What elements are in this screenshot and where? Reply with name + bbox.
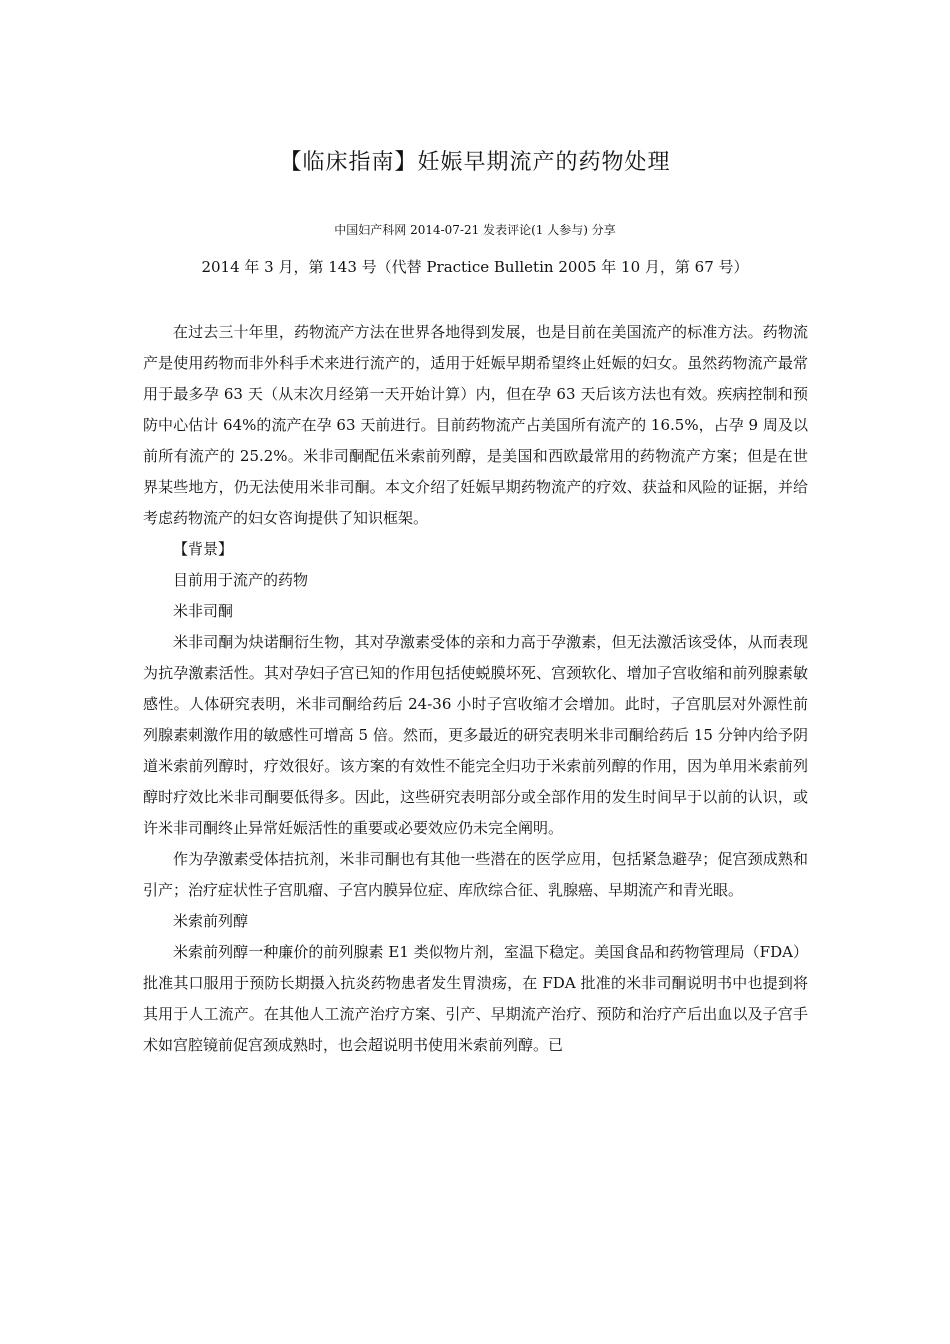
- heading-background: 【背景】: [173, 540, 234, 558]
- paragraph-mifepristone-1: 米非司酮为炔诺酮衍生物，其对孕激素受体的亲和力高于孕激素，但无法激活该受体，从而表现为抗孕激素活性。其对孕妇子宫已知的作用包括使蜕膜坏死、宫颈软化、增加子宫收缩和前列腺素敏感性。人体研究表明，米非司酮给药后 24-36 小时子宫收缩才会增加。此时，子宫肌层对外源性前列腺素刺激作用的敏感性可增高 5 倍。然而，更多最近的研究表明米非司酮给药后 15 分钟内给予阴道米索前列醇时，疗效很好。该方案的有效性不能完全归功于米索前列醇的作用，因为单用米索前列醇时疗效比米非司酮要低得多。因此，这些研究表明部分或全部作用的发生时间早于以前的认识，或许米非司酮终止异常妊娠活性的重要或必要效应仍未完全阐明。: [143, 633, 808, 837]
- paragraph-mifepristone-2: 作为孕激素受体拮抗剂，米非司酮也有其他一些潜在的医学应用，包括紧急避孕；促宫颈成熟和引产；治疗症状性子宫肌瘤、子宫内膜异位症、库欣综合征、乳腺癌、早期流产和青光眼。: [143, 850, 808, 899]
- heading-current-drugs: 目前用于流产的药物: [173, 571, 309, 589]
- paragraph-intro: 在过去三十年里，药物流产方法在世界各地得到发展，也是目前在美国流产的标准方法。药物流产是使用药物而非外科手术来进行流产的，适用于妊娠早期希望终止妊娠的妇女。虽然药物流产最常用于最多孕 63 天（从末次月经第一天开始计算）内，但在孕 63 天后该方法也有效。疾病控制和预防中心估计 64%的流产在孕 63 天前进行。目前药物流产占美国所有流产的 16.5%，占孕 9 周及以前所有流产的 25.2%。米非司酮配伍米索前列醇，是美国和西欧最常用的药物流产方案；但是在世界某些地方，仍无法使用米非司酮。本文介绍了妊娠早期药物流产的疗效、获益和风险的证据，并给考虑药物流产的妇女咨询提供了知识框架。: [143, 323, 808, 527]
- heading-mifepristone: 米非司酮: [173, 602, 234, 620]
- heading-misoprostol: 米索前列醇: [173, 912, 249, 930]
- article-body: [143, 317, 808, 1061]
- issue-line: 2014 年 3 月，第 143 号（代替 Practice Bulletin 2005 年 10 月，第 67 号）: [201, 258, 749, 276]
- source-meta: 中国妇产科网 2014-07-21 发表评论(1 人参与) 分享: [334, 223, 616, 237]
- page-title: 【临床指南】妊娠早期流产的药物处理: [279, 150, 671, 175]
- paragraph-misoprostol: 米索前列醇一种廉价的前列腺素 E1 类似物片剂，室温下稳定。美国食品和药物管理局（FDA）批准其口服用于预防长期摄入抗炎药物患者发生胃溃疡，在 FDA 批准的米非司酮说明书中也提到将其用于人工流产。在其他人工流产治疗方案、引产、早期流产治疗、预防和治疗产后出血以及子宫手术如宫腔镜前促宫颈成熟时，也会超说明书使用米索前列醇。已: [143, 943, 808, 1054]
